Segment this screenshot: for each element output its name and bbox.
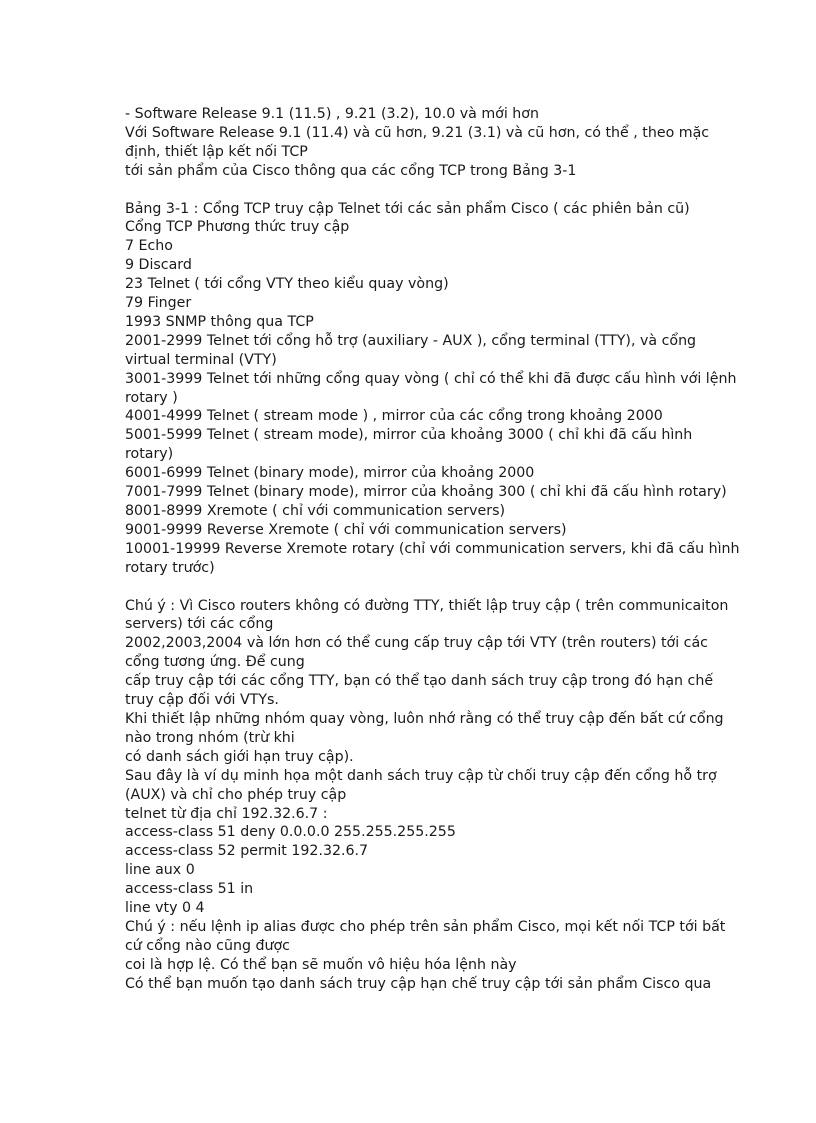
note-line: Có thể bạn muốn tạo danh sách truy cập hạn chế truy cập tới sản phẩm Cisco qua bbox=[125, 975, 712, 992]
table-row: 9001-9999 Reverse Xremote ( chỉ với communication servers) bbox=[125, 521, 567, 538]
table-row: 9 Discard bbox=[125, 257, 192, 274]
note-line: cấp truy cập tới các cổng TTY, bạn có thể tạo danh sách truy cập trong đó hạn chế truy cập đối với VTYs. bbox=[125, 673, 714, 709]
note-line: Khi thiết lập những nhóm quay vòng, luôn nhớ rằng có thể truy cập đến bất cứ cổng nào trong nhóm (trừ khi bbox=[125, 710, 724, 746]
note-line: coi là hợp lệ. Có thể bạn sẽ muốn vô hiệu hóa lệnh này bbox=[125, 956, 517, 973]
table-row: 23 Telnet ( tới cổng VTY theo kiểu quay vòng) bbox=[125, 276, 449, 293]
table-row: 7001-7999 Telnet (binary mode), mirror của khoảng 300 ( chỉ khi đã cấu hình rotary) bbox=[125, 484, 727, 501]
table-row: 10001-19999 Reverse Xremote rotary (chỉ với communication servers, khi đã cấu hình rotary trước) bbox=[125, 540, 740, 576]
note-line: Chú ý : nếu lệnh ip alias được cho phép trên sản phẩm Cisco, mọi kết nối TCP tới bất cứ cổng nào cũng được bbox=[125, 918, 726, 954]
code-line: access-class 51 in bbox=[125, 881, 254, 898]
note-line: Chú ý : Vì Cisco routers không có đường TTY, thiết lập truy cập ( trên communicaiton servers) tới các cổng bbox=[125, 597, 729, 633]
table-row: 1993 SNMP thông qua TCP bbox=[125, 313, 314, 330]
paragraph-spacer bbox=[125, 578, 740, 597]
table-caption: Bảng 3-1 : Cổng TCP truy cập Telnet tới các sản phẩm Cisco ( các phiên bản cũ) bbox=[125, 200, 690, 217]
table-row: 7 Echo bbox=[125, 238, 173, 255]
code-line: access-class 51 deny 0.0.0.0 255.255.255.255 bbox=[125, 824, 456, 841]
intro-line: Với Software Release 9.1 (11.4) và cũ hơn, 9.21 (3.1) và cũ hơn, có thể , theo mặc định, thiết lập kết nối TCP bbox=[125, 124, 710, 160]
paragraph-spacer bbox=[125, 181, 740, 200]
note-line: 2002,2003,2004 và lớn hơn có thể cung cấp truy cập tới VTY (trên routers) tới các cổng tương ứng. Để cung bbox=[125, 635, 708, 671]
intro-line: tới sản phẩm của Cisco thông qua các cổng TCP trong Bảng 3-1 bbox=[125, 162, 577, 179]
note-line: có danh sách giới hạn truy cập). bbox=[125, 748, 354, 765]
table-row: 79 Finger bbox=[125, 295, 192, 312]
intro-line: - Software Release 9.1 (11.5) , 9.21 (3.2), 10.0 và mới hơn bbox=[125, 106, 539, 122]
table-row: 4001-4999 Telnet ( stream mode ) , mirror của các cổng trong khoảng 2000 bbox=[125, 408, 663, 425]
note-line: telnet từ địa chỉ 192.32.6.7 : bbox=[125, 805, 328, 822]
code-line: line vty 0 4 bbox=[125, 900, 205, 917]
table-row: 5001-5999 Telnet ( stream mode), mirror của khoảng 3000 ( chỉ khi đã cấu hình rotary) bbox=[125, 427, 693, 463]
document-body bbox=[125, 105, 740, 994]
table-row: 6001-6999 Telnet (binary mode), mirror của khoảng 2000 bbox=[125, 465, 535, 482]
note-line: Sau đây là ví dụ minh họa một danh sách truy cập từ chối truy cập đến cổng hỗ trợ (AUX) và chỉ cho phép truy cập bbox=[125, 767, 717, 803]
table-header: Cổng TCP Phương thức truy cập bbox=[125, 219, 350, 236]
table-row: 2001-2999 Telnet tới cổng hỗ trợ (auxiliary - AUX ), cổng terminal (TTY), và cổng virtual terminal (VTY) bbox=[125, 332, 697, 368]
code-line: line aux 0 bbox=[125, 862, 195, 879]
table-row: 3001-3999 Telnet tới những cổng quay vòng ( chỉ có thể khi đã được cấu hình với lệnh rotary ) bbox=[125, 370, 737, 406]
code-line: access-class 52 permit 192.32.6.7 bbox=[125, 843, 369, 860]
table-row: 8001-8999 Xremote ( chỉ với communication servers) bbox=[125, 503, 505, 520]
